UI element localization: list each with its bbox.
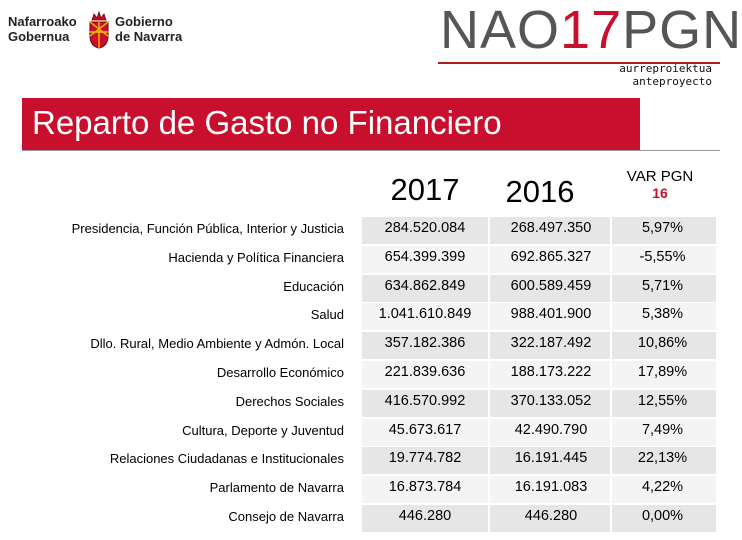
- page-title: Reparto de Gasto no Financiero: [32, 104, 502, 141]
- value-2016: 988.401.900: [510, 306, 592, 323]
- brand-suffix: PGN: [622, 0, 742, 60]
- row-label: Salud: [310, 307, 344, 323]
- value-2017: 634.862.849: [384, 277, 466, 294]
- column-header-2017: 2017: [390, 172, 460, 207]
- value-2016: 16.191.083: [514, 479, 588, 496]
- column-header-2016: 2016: [505, 174, 575, 209]
- logo-basque-text: Nafarroako Gobernua: [8, 14, 77, 44]
- value-2017: 284.520.084: [384, 220, 466, 236]
- column-header-variation: [600, 168, 720, 201]
- subtitle-spanish: anteproyecto: [632, 75, 712, 88]
- value-variation: 22,13%: [637, 450, 688, 467]
- row-label: Presidencia, Función Pública, Interior y Justicia: [71, 221, 344, 236]
- row-label: Parlamento de Navarra: [209, 480, 344, 496]
- brand-subtitle: [619, 62, 712, 88]
- table-row: [0, 275, 720, 302]
- navarra-shield-icon: [86, 10, 112, 48]
- value-2017: 19.774.782: [388, 450, 462, 467]
- value-2017: 45.673.617: [388, 421, 462, 438]
- table-row: [0, 447, 720, 474]
- value-2017: 446.280: [398, 508, 452, 524]
- row-label: Consejo de Navarra: [228, 509, 344, 524]
- row-label: Educación: [283, 278, 344, 294]
- value-2016: 188.173.222: [510, 364, 592, 380]
- value-variation: 4,22%: [641, 479, 684, 496]
- value-2017: 654.399.399: [384, 248, 466, 265]
- table-row: [0, 505, 720, 532]
- value-2016: 446.280: [524, 508, 578, 524]
- row-label: Relaciones Ciudadanas e Institucionales: [109, 451, 344, 467]
- row-label: Derechos Sociales: [235, 393, 344, 409]
- table-row: [0, 217, 720, 244]
- value-2016: 692.865.327: [510, 248, 592, 265]
- table-row: [0, 303, 720, 330]
- table-row: [0, 419, 720, 446]
- value-2017: 357.182.386: [384, 335, 466, 352]
- value-2017: 416.570.992: [384, 392, 466, 409]
- value-2016: 16.191.445: [514, 450, 588, 467]
- variation-label: VAR PGN: [626, 168, 694, 185]
- table-row: [0, 332, 720, 359]
- value-variation: 5,38%: [641, 306, 684, 323]
- value-2016: 42.490.790: [514, 421, 588, 438]
- value-variation: 17,89%: [637, 364, 688, 380]
- value-variation: 5,97%: [641, 220, 684, 236]
- table-row: [0, 361, 720, 388]
- value-2017: 221.839.636: [384, 364, 466, 380]
- value-variation: 12,55%: [637, 392, 688, 409]
- logo-spanish-text: Gobierno de Navarra: [115, 14, 183, 44]
- value-2016: 322.187.492: [510, 335, 592, 352]
- value-variation: -5,55%: [639, 248, 686, 265]
- table-row: [0, 246, 720, 273]
- value-2016: 370.133.052: [510, 392, 592, 409]
- value-2017: 1.041.610.849: [378, 306, 472, 323]
- brand-title: [440, 0, 742, 60]
- value-variation: 5,71%: [641, 277, 684, 294]
- title-divider: [22, 150, 720, 151]
- row-label: Desarrollo Económico: [216, 365, 344, 380]
- value-2016: 268.497.350: [510, 220, 592, 236]
- table-row: [0, 476, 720, 503]
- value-2017: 16.873.784: [388, 479, 462, 496]
- variation-year: 16: [652, 185, 668, 201]
- row-label: Hacienda y Política Financiera: [168, 249, 344, 265]
- subtitle-basque: aurreproiektua: [619, 62, 712, 75]
- value-variation: 0,00%: [641, 508, 684, 524]
- value-2016: 600.589.459: [510, 277, 592, 294]
- budget-table: [0, 160, 720, 540]
- value-variation: 7,49%: [641, 421, 684, 438]
- value-variation: 10,86%: [637, 335, 688, 352]
- brand-prefix: NAO: [440, 0, 561, 60]
- row-label: Cultura, Deporte y Juventud: [182, 422, 344, 438]
- page-title-banner: [22, 98, 640, 150]
- table-row: [0, 390, 720, 417]
- row-label: Dllo. Rural, Medio Ambiente y Admón. Local: [90, 336, 344, 352]
- brand-year: 17: [560, 0, 623, 60]
- government-logo: [8, 10, 198, 50]
